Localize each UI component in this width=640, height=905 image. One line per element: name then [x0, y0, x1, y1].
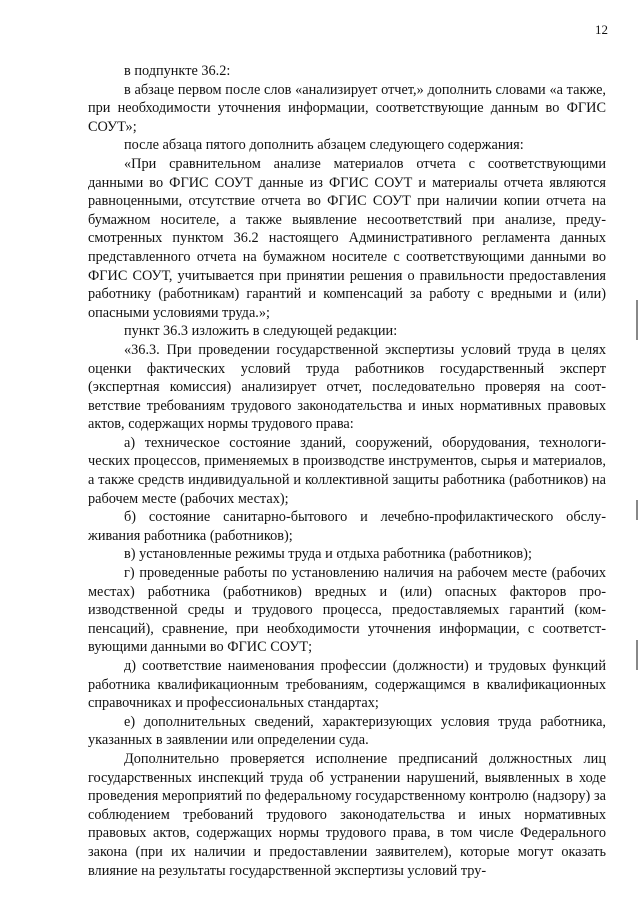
paragraph-point-36-3-intro: пункт 36.3 изложить в следующей редакции: — [124, 323, 398, 340]
list-item-a: а) техническое состояние зданий, сооружений, оборудования, технологических процессов, применяемых в производстве инструментов, сырья и материалов, а также средств индивидуальной и коллективной защиты работника (работников) на рабочем месте (рабочих местах); — [88, 434, 606, 507]
list-item-g: г) проведенные работы по установлению наличия на рабочем месте (рабочих местах) работника (работников) вредных и (или) опасных факторов производственной среды и трудового процесса, предоставляемых гарантий (компенсаций), сравнение, при необходимости уточнения информации, с соответствующими данными во ФГИС СОУТ; — [88, 565, 606, 656]
paragraph-subpoint-36-2: в подпункте 36.2: — [124, 63, 231, 79]
paragraph-comparative-analysis-quote: «При сравнительном анализе материалов отчета с соответствующими данными во ФГИС СОУТ данные из ФГИС СОУТ и материалы отчета являются равноценными, отсутствие отчета во ФГИС СОУТ при наличии копии отчета на бумажном носителе, а также выявление несоответствий при анализе, предусмотренных пунктом 36.2 настоящего Административного регламента данных представленного отчета на бумажном носителе с соответствующими данными во ФГИС СОУТ, учитывается при принятии решения о правильности предоставления работнику (работникам) гарантий и компенсаций за работу с вредными и (или) опасными условиями труда.»; — [88, 155, 606, 321]
scan-edge-mark — [636, 640, 638, 670]
list-item-b: б) состояние санитарно-бытового и лечебно-профилактического обслуживания работника (работников); — [88, 509, 606, 544]
list-item-e: е) дополнительных сведений, характеризующих условия труда работника, указанных в заявлении или определении суда. — [88, 713, 606, 749]
page-number: 12 — [595, 22, 608, 37]
paragraph-point-36-3-text: «36.3. При проведении государственной экспертизы условий труда в целях оценки фактических условий труда работников государственный эксперт (экспертная комиссия) анализирует отчет, последовательно проверяя на соответствие требованиям трудового законодательства и иных нормативных правовых актов, содержащих нормы трудового права: — [88, 341, 606, 433]
scan-edge-mark — [636, 300, 638, 340]
list-item-v: в) установленные режимы труда и отдыха работника (работников); — [124, 546, 532, 563]
paragraph-first-abzac-amendment: в абзаце первом после слов «анализирует отчет,» дополнить словами «а также, при необходимости уточнения информации, соответствующие данным во ФГИС СОУТ»; — [88, 81, 606, 135]
paragraph-additional-check: Дополнительно проверяется исполнение предписаний должностных лиц государственных инспекций труда об устранении нарушений, выявленных в ходе проведения мероприятий по федеральному государственному контролю (надзору) за соблюдением требований трудового законодательства и иных нормативных правовых актов, содержащих нормы трудового права, в том числе Федерального закона (при их наличии и предоставлении заявителем), которые могут оказать влияние на результаты государственной экспертизы условий тру- — [88, 750, 606, 879]
document-body — [88, 62, 606, 880]
list-item-d: д) соответствие наименования профессии (должности) и трудовых функций работника квалификационным требованиям, содержащимся в квалификационных справочниках и профессиональных стандартах; — [88, 658, 606, 712]
paragraph-after-fifth-abzac: после абзаца пятого дополнить абзацем следующего содержания: — [124, 137, 524, 154]
scan-edge-mark — [636, 500, 638, 520]
